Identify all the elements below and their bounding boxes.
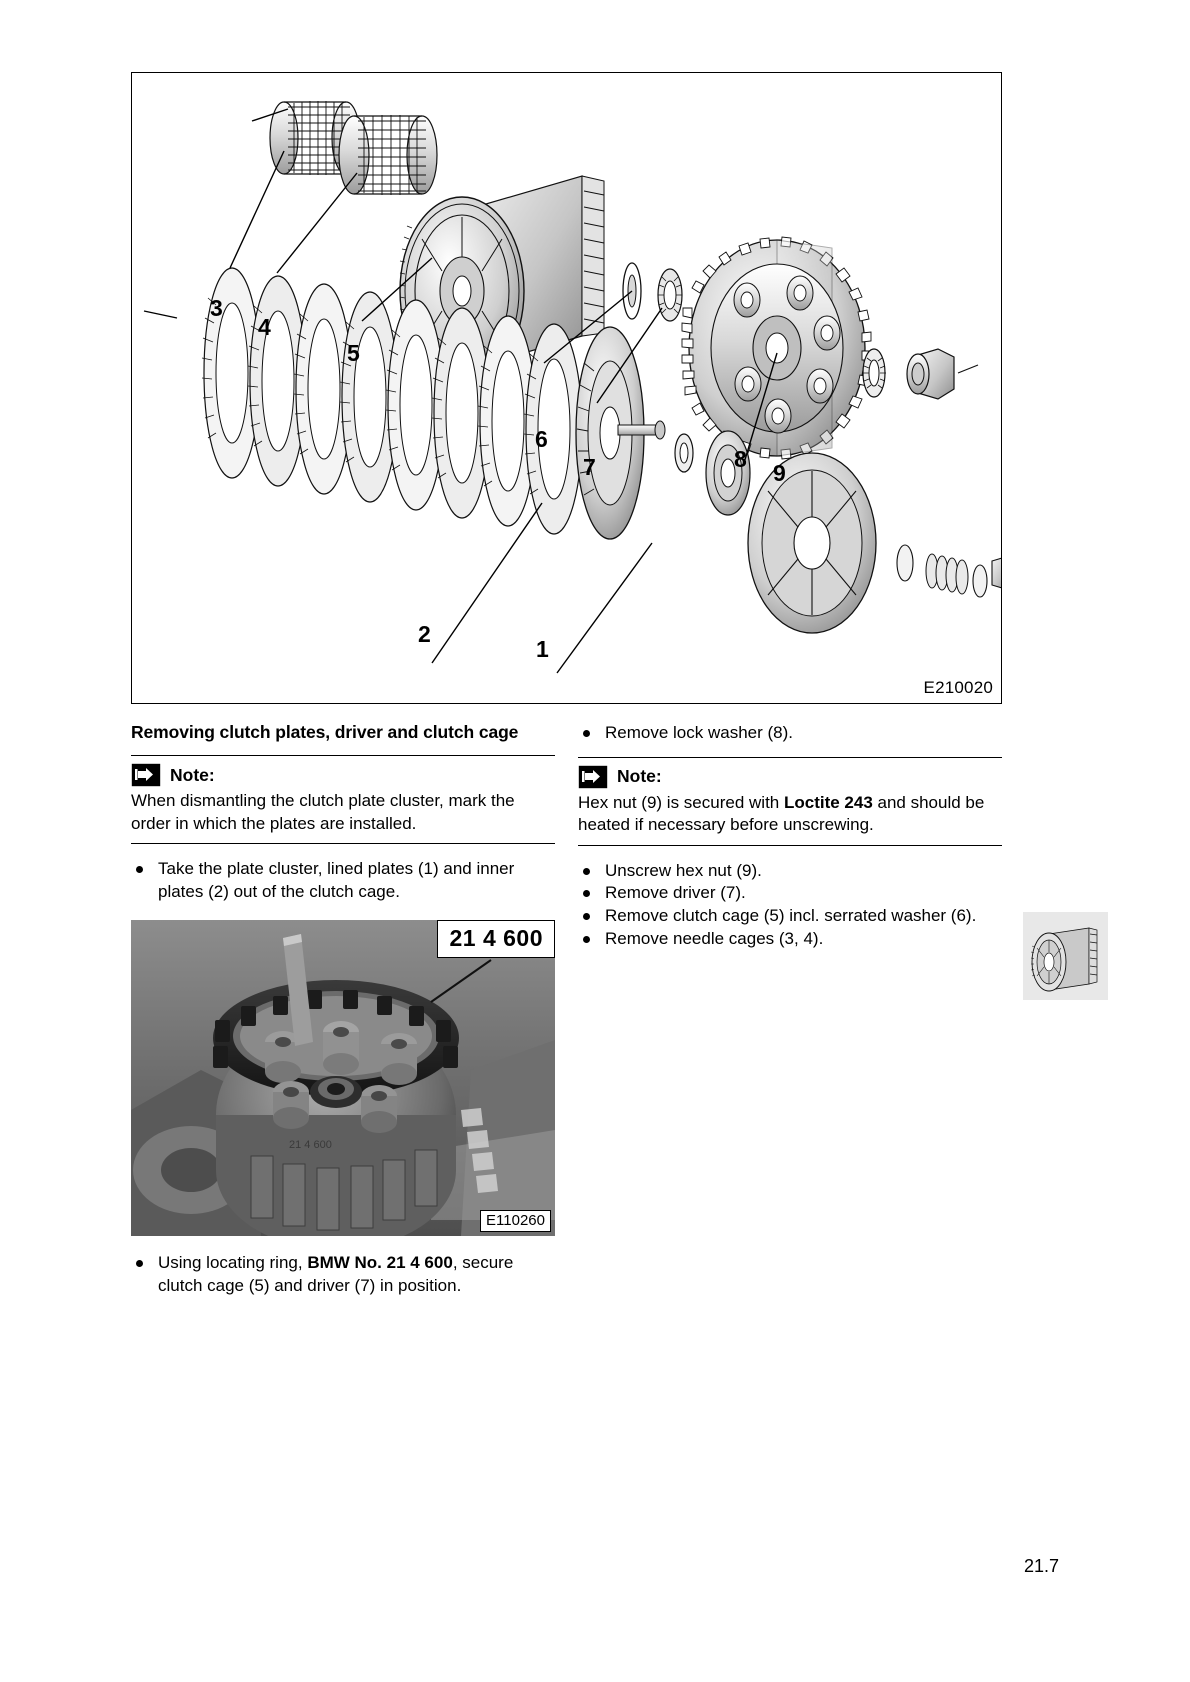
lock-washer-8-art bbox=[863, 349, 886, 397]
caption-text-bold: BMW No. 21 4 600 bbox=[307, 1253, 453, 1272]
svg-text:21 4 600: 21 4 600 bbox=[289, 1139, 332, 1151]
list-item: Take the plate cluster, lined plates (1) and inner plates (2) out of the clutch cage. bbox=[131, 858, 555, 903]
photo-caption bbox=[131, 1252, 561, 1298]
right-bullet-list-bottom bbox=[578, 860, 1002, 950]
caption-text-before: Using locating ring, bbox=[158, 1253, 308, 1272]
driver-7-art bbox=[682, 237, 871, 459]
callout-2: 2 bbox=[418, 621, 431, 647]
margin-thumbnail-art bbox=[1023, 912, 1108, 1000]
note-text-bold: Loctite 243 bbox=[783, 792, 873, 812]
hex-nut-9-art bbox=[907, 349, 954, 399]
callout-6: 6 bbox=[535, 426, 548, 452]
note-text: When dismantling the clutch plate cluster, mark the order in which the plates are installed. bbox=[131, 791, 515, 833]
list-item: Remove lock washer (8). bbox=[578, 722, 1002, 745]
note-text bbox=[578, 792, 1002, 837]
bearing-art bbox=[706, 431, 750, 515]
page-title: Removing clutch plates, driver and clutch cage bbox=[131, 722, 519, 742]
callout-1: 1 bbox=[536, 636, 549, 662]
left-text-column bbox=[131, 722, 555, 904]
callout-7: 7 bbox=[583, 454, 596, 480]
spring-washer-art bbox=[897, 545, 913, 581]
list-item bbox=[131, 1252, 561, 1297]
caption-bullet-list bbox=[131, 1252, 561, 1297]
note-box-left bbox=[131, 755, 555, 844]
note-text-before: Hex nut (9) is secured with bbox=[578, 792, 784, 812]
callout-9: 9 bbox=[773, 460, 786, 486]
list-item: Remove needle cages (3, 4). bbox=[578, 928, 1002, 951]
clutch-photo bbox=[131, 920, 555, 1236]
callout-4: 4 bbox=[258, 314, 271, 340]
list-item: Unscrew hex nut (9). bbox=[578, 860, 1002, 883]
pressure-plate-wheel-art bbox=[748, 453, 876, 633]
callout-8: 8 bbox=[734, 446, 747, 472]
clutch-exploded-view-art bbox=[132, 73, 1001, 703]
spring-pack-art bbox=[926, 554, 968, 594]
bolt-art bbox=[992, 558, 1001, 588]
note-label: Note: bbox=[617, 766, 662, 787]
note-header bbox=[131, 763, 555, 787]
note-text-after: and should be heated if necessary before unscrewing. bbox=[578, 792, 985, 835]
needle-cage-4-art bbox=[339, 115, 437, 195]
right-bullet-list-top bbox=[578, 722, 1002, 745]
margin-thumbnail bbox=[1023, 912, 1108, 1000]
end-washer-art bbox=[973, 565, 987, 597]
note-hand-icon bbox=[131, 763, 161, 787]
page-number: 21.7 bbox=[1023, 1556, 1059, 1576]
callout-3: 3 bbox=[210, 295, 223, 321]
note-box-right bbox=[578, 757, 1002, 846]
diagram-code: E210020 bbox=[923, 678, 993, 697]
note-label: Note: bbox=[170, 764, 215, 785]
note-hand-icon bbox=[578, 765, 608, 789]
list-item: Remove clutch cage (5) incl. serrated washer (6). bbox=[578, 905, 1002, 928]
right-text-column bbox=[578, 722, 1002, 950]
callout-5: 5 bbox=[347, 340, 360, 366]
clutch-photo-art bbox=[131, 920, 555, 1236]
serrated-washer-art bbox=[658, 269, 682, 321]
exploded-diagram bbox=[131, 72, 1002, 704]
tool-number-label: 21 4 600 bbox=[437, 920, 555, 958]
left-bullet-list bbox=[131, 858, 555, 903]
list-item: Remove driver (7). bbox=[578, 882, 1002, 905]
note-header bbox=[578, 765, 1002, 789]
photo-code: E110260 bbox=[480, 1210, 551, 1232]
caption-text-after: , secure clutch cage (5) and driver (7) in position. bbox=[158, 1253, 514, 1295]
